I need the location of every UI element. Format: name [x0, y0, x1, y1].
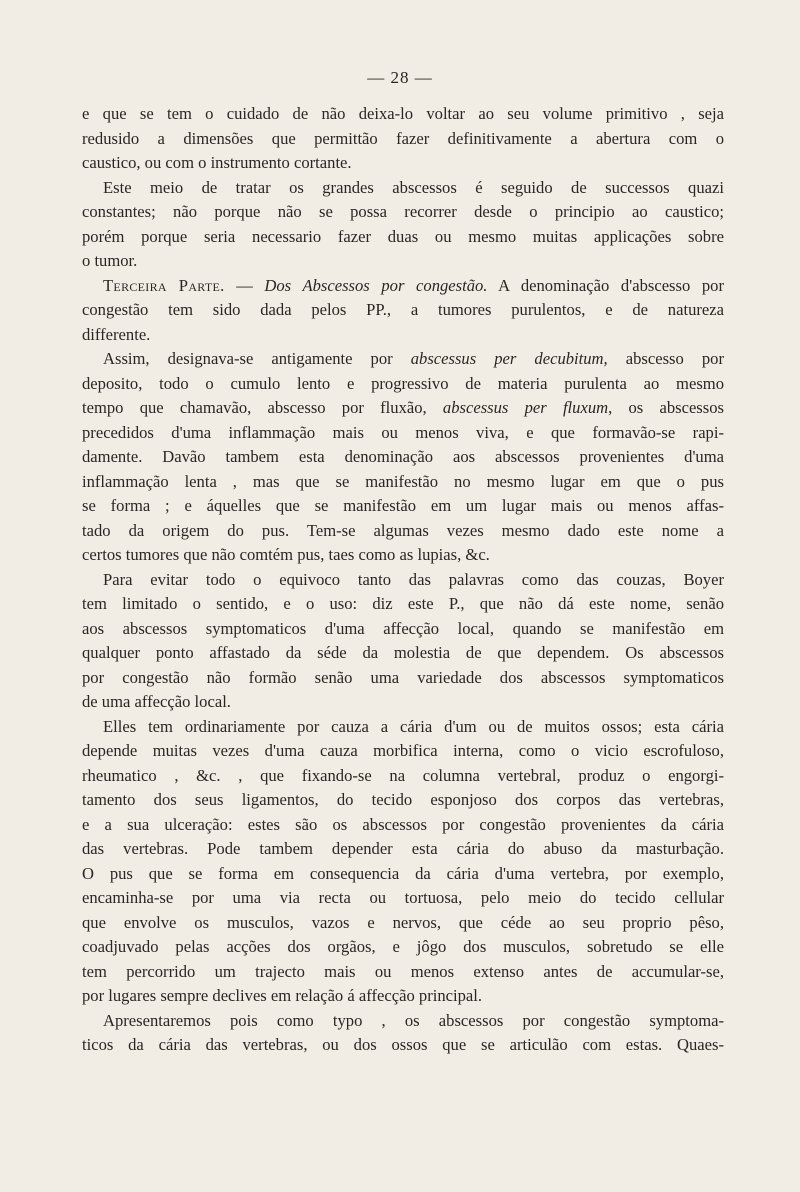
section-heading-line [82, 274, 724, 299]
text-line: depende muitas vezes d'uma cauza morbifica interna, como o vicio escrofuloso, [82, 741, 724, 760]
text-line: rheumatico , &c. , que fixando-se na columna vertebral, produz o engorgi- [82, 765, 724, 785]
latin-term: abscessus per decubitum, [410, 349, 608, 368]
text-line: inflammação lenta , mas que se manifestão no mesmo lugar em que o pus [82, 471, 724, 491]
text-line: por congestão não formão senão uma variedade dos abscessos symptomaticos [82, 667, 724, 687]
text-line: e que se tem o cuidado de não deixa-lo voltar ao seu volume primitivo , seja [82, 104, 724, 123]
text-line: tem limitado o sentido, e o uso: diz este P., que não dá este nome, senão [82, 594, 724, 613]
text-body [82, 102, 724, 1058]
text-line: e a sua ulceração: estes são os abscessos por congestão provenientes da cária [82, 814, 724, 834]
text-line: aos abscessos symptomaticos d'uma affecção local, quando se manifestão em [82, 618, 724, 638]
text-line: tem percorrido um trajecto mais ou menos extenso antes de accumular-se, [82, 961, 724, 981]
text-line: differente. [82, 324, 151, 344]
text-line: Para evitar todo o equivoco tanto das palavras como das couzas, Boyer [103, 569, 724, 589]
text-line: congestão tem sido dada pelos PP., a tumores purulentos, e de natureza [82, 300, 724, 319]
text-span: abscesso por [607, 349, 724, 368]
text-line: porém porque seria necessario fazer duas ou mesmo muitas applicações sobre [82, 226, 724, 246]
text-line: tado da origem do pus. Tem-se algumas vezes mesmo dado este nome a [82, 520, 724, 540]
text-line: coadjuvado pelas acções dos orgãos, e jôgo dos musculos, sobretudo se elle [82, 937, 724, 956]
text-span: — [224, 275, 265, 295]
text-line: Este meio de tratar os grandes abscessos é seguido de successos quazi [103, 177, 724, 197]
text-line: das vertebras. Pode tambem depender esta cária do abuso da masturbação. [82, 839, 724, 858]
text-line: deposito, todo o cumulo lento e progressivo de materia purulenta ao mesmo [82, 373, 724, 393]
text-line: por lugares sempre declives em relação á affecção principal. [82, 986, 483, 1005]
text-line: damente. Davão tambem esta denominação aos abscessos provenientes d'uma [82, 447, 724, 466]
text-line [82, 347, 724, 372]
text-line: constantes; não porque não se possa recorrer desde o principio ao caustico; [82, 202, 724, 221]
text-span: A denominação d'abscesso por [487, 275, 725, 295]
text-line: O pus que se forma em consequencia da cária d'uma vertebra, por exemplo, [82, 863, 724, 883]
section-title: Dos Abscessos por congestão. [264, 275, 488, 295]
text-line: Elles tem ordinariamente por cauza a cária d'um ou de muitos ossos; esta cária [103, 716, 724, 736]
text-span: , os abscessos [608, 398, 724, 417]
text-line: encaminha-se por uma via recta ou tortuosa, pelo meio do tecido cellular [82, 888, 724, 907]
section-heading: Terceira Parte. [103, 275, 225, 295]
text-line: ticos da cária das vertebras, ou dos ossos que se articulão com estas. Quaes- [82, 1035, 724, 1054]
text-line: de uma affecção local. [82, 692, 231, 711]
text-line: caustico, ou com o instrumento cortante. [82, 153, 352, 172]
text-line: qualquer ponto affastado da séde da molestia de que dependem. Os abscessos [82, 643, 724, 662]
text-line: se forma ; e áquelles que se manifestão em um lugar mais ou menos affas- [82, 496, 724, 515]
text-span: Assim, designava-se antigamente por [103, 349, 411, 368]
text-line: Apresentaremos pois como typo , os abscessos por congestão symptoma- [103, 1010, 724, 1030]
text-line: precedidos d'uma inflammação mais ou menos viva, e que formavão-se rapi- [82, 422, 724, 442]
page-number: — 28 — [367, 68, 433, 87]
text-line: que envolve os musculos, vazos e nervos, que céde ao seu proprio pêso, [82, 912, 724, 932]
text-line: tamento dos seus ligamentos, do tecido esponjoso dos corpos das vertebras, [82, 790, 724, 809]
text-span: tempo que chamavão, abscesso por fluxão, [82, 398, 443, 417]
text-line: redusido a dimensões que permittão fazer definitivamente a abertura com o [82, 128, 724, 148]
text-line [82, 396, 724, 421]
text-line: certos tumores que não comtém pus, taes como as lupias, &c. [82, 545, 490, 564]
latin-term: abscessus per fluxum [442, 398, 609, 417]
text-line: o tumor. [82, 251, 138, 270]
